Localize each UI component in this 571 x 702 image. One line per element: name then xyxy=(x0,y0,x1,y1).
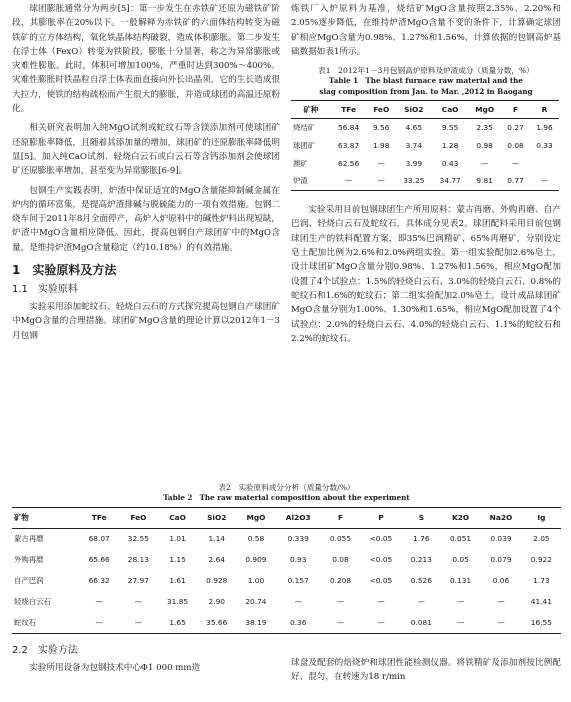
table-cell: 0.77 xyxy=(507,176,524,186)
table1-blast-furnace xyxy=(291,100,559,191)
table1-caption-en-line1: Table 1 The blast furnace raw material and the xyxy=(329,76,523,86)
table2-header-cell: TFe xyxy=(91,513,107,522)
table-cell: 0.05 xyxy=(452,555,469,564)
table-cell: 0.58 xyxy=(247,534,265,544)
paragraph-experimental-method: 实验所用设备为包钢技术中心Φ1 000 mm造 xyxy=(29,663,201,673)
table2-header-row xyxy=(12,507,561,528)
table-cell: 56.84 xyxy=(338,122,360,132)
table1-header-cell: SiO2 xyxy=(404,104,424,114)
table-cell: 16.55 xyxy=(530,617,552,627)
table-cell: 1.14 xyxy=(208,534,225,544)
table-cell: — xyxy=(456,617,465,627)
table1-header-cell: R xyxy=(541,104,548,114)
table-cell: 外购再磨 xyxy=(14,555,44,564)
table1-header-cell: 矿种 xyxy=(303,104,319,114)
table-cell: 4.65 xyxy=(405,122,423,132)
table-cell: 0.081 xyxy=(410,617,432,627)
table-cell: — xyxy=(497,617,505,627)
section-2-2-right xyxy=(291,656,561,685)
table-cell: 0.051 xyxy=(449,534,472,544)
table-cell: 0.08 xyxy=(507,140,524,150)
table1-header-cell: TFe xyxy=(341,104,356,114)
table-cell: 0.928 xyxy=(206,576,228,585)
table-cell: 炉渣 xyxy=(293,176,308,186)
paragraph-experimental-method-continued: 球盘及配套的焙烧炉和球团性能检测仪器。将铁精矿及添加剂按比例配好、混匀，在转速为18 r/min xyxy=(291,658,561,683)
table2-container xyxy=(12,482,561,634)
table-cell: 63.87 xyxy=(338,140,360,150)
table-cell: 1.00 xyxy=(247,576,265,585)
table-cell: 41.41 xyxy=(530,597,552,606)
table-cell: 蒙古再磨 xyxy=(14,534,44,544)
table-cell: 2.35 xyxy=(476,122,493,132)
table-cell: <0.05 xyxy=(369,534,393,544)
table-cell: — xyxy=(336,597,345,606)
table-cell: 9.81 xyxy=(476,176,493,186)
table-cell: — xyxy=(377,158,385,168)
left-column xyxy=(12,2,280,343)
table-cell: 1.96 xyxy=(536,122,553,132)
table-cell: — xyxy=(377,176,385,186)
table-cell: 0.213 xyxy=(410,555,432,564)
table-cell: 27.97 xyxy=(127,576,149,585)
table-cell: — xyxy=(95,597,103,606)
table-cell: 0.131 xyxy=(449,576,472,585)
table2-caption-en: Table 2 The raw material composition about the experiment xyxy=(163,493,410,502)
table-row xyxy=(291,155,559,173)
table2-header-cell: S xyxy=(418,513,425,522)
table-cell: — xyxy=(377,617,385,627)
table-cell: 1.15 xyxy=(169,555,186,564)
paragraph-baogang-practice: 包钢生产实践表明，炉渣中保证适宜的MgO含量能抑制碱金属在炉内的循环富集，是提高炉渣排碱与脱硫能力的一项有效措施。包钢二烧车间于2011年8月全面停产，高炉入炉原料中的碱性炉料出现短缺，炉渣中MgO含量相应降低。因此，提高包钢自产球团矿中的MgO含量，是维持炉渣MgO含量稳定（约10.18%）的有效措施。 xyxy=(12,185,280,253)
table1-header-cell: MgO xyxy=(475,104,495,114)
table2-header-cell: MgO xyxy=(246,513,266,522)
paragraph-mgo-calculation: 炼铁厂入炉原料为基准，烧结矿MgO含量按照2.35%、2.20%和2.05%逐步降低，在维持炉渣MgO含量不变的条件下，计算确定球团矿相应MgO含量为0.98%、1.27%和1.56%，计算依据的包钢高炉基础数据如表1所示。 xyxy=(291,4,561,57)
table-cell: — xyxy=(377,597,385,606)
table2-header-cell: CaO xyxy=(169,513,186,522)
paragraph-experimental-scheme: 实验采用目前包钢球团生产所用原料：蒙古再磨、外购再磨、自产巴润、轻烧白云石及蛇纹石，具体成分见表2。球团配料采用目前包钢球团生产的铁料配置方案，即35%巴润精矿、65%再磨矿，分别设定皂土配加比例为2.6%和2.0%两组实验。第一组实验配加2.6%皂土，设计球团矿MgO含量分别0.98%、1.27%和1.56%，相应MgO配加设置了4个试验点：1.5%的轻烧白云石、3.0%的轻烧白云石、0.8%的蛇纹石和1.6%的蛇纹石；第二组实验配加2.0%皂土，设计成品球团矿MgO含量分别为1.00%、1.30%和1.65%，相应MgO配加设置了4个试验点：2.0%的轻烧白云石、4.0%的轻烧白云石、1.1%的蛇纹石和2.2%的蛇纹石。 xyxy=(291,205,561,344)
table-cell: 1.76 xyxy=(413,534,430,544)
section-1-1-heading: 1.1 实验原料 xyxy=(12,284,78,296)
table-cell: 0.039 xyxy=(490,534,512,544)
table2-header-cell: FeO xyxy=(130,513,147,522)
table-cell: 烧结矿 xyxy=(293,122,316,132)
table-cell: — xyxy=(456,597,465,606)
table2-header-cell: Al2O3 xyxy=(285,513,311,522)
table1-header-cell: CaO xyxy=(441,104,459,114)
table-cell: 3.99 xyxy=(405,158,423,168)
table-cell: — xyxy=(344,176,353,186)
table-cell: 32.55 xyxy=(127,534,149,544)
table-cell: — xyxy=(480,158,489,168)
table-cell: — xyxy=(497,597,505,606)
table-cell: 3.74 xyxy=(405,140,423,150)
table2-header-cell: K2O xyxy=(451,513,470,522)
table-cell: 0.93 xyxy=(289,555,307,564)
table-cell: 轻烧白云石 xyxy=(14,597,51,606)
table2-header-cell: Ig xyxy=(537,513,546,522)
table-row xyxy=(12,570,561,591)
table-cell: 34.77 xyxy=(439,176,461,186)
table-cell: 蛇纹石 xyxy=(14,617,37,627)
table-cell: — xyxy=(417,597,426,606)
table2-caption-cn: 表2 实验原料成分分析（质量分数/%） xyxy=(218,483,355,492)
table2-raw-material xyxy=(12,507,561,634)
table-cell: 1.65 xyxy=(169,617,186,627)
table1-header-cell: F xyxy=(512,104,519,114)
table-cell: 0.339 xyxy=(287,534,309,544)
table-cell: 0.526 xyxy=(410,576,432,585)
table-cell: 0.909 xyxy=(245,555,267,564)
table-row xyxy=(291,137,559,155)
table-cell: 1.61 xyxy=(169,576,186,585)
table-cell: 20.74 xyxy=(245,597,267,606)
table-cell: 1.98 xyxy=(372,140,390,150)
table2-header-cell: F xyxy=(337,513,344,522)
table-cell: 0.079 xyxy=(490,555,512,564)
table-cell: 35.66 xyxy=(206,617,228,627)
table-cell: — xyxy=(294,597,302,606)
table2-header-cell: Na2O xyxy=(489,513,513,522)
table-cell: 0.208 xyxy=(329,576,352,585)
table-cell: 28.13 xyxy=(127,555,149,564)
table-cell: — xyxy=(95,617,103,627)
table-cell xyxy=(530,155,559,173)
table-cell: 62.56 xyxy=(338,158,360,168)
table-row xyxy=(291,173,559,191)
table-cell: 1.73 xyxy=(533,576,550,585)
table2-header-cell: P xyxy=(378,513,384,522)
table-cell: 自产巴润 xyxy=(14,576,44,585)
table-cell: 1.28 xyxy=(441,140,459,150)
table-cell: 38.19 xyxy=(245,617,267,627)
paragraph-swelling-steps: 球团膨胀通常分为两步[5]：第一步发生在赤铁矿还原为磁铁矿阶段，其膨胀率在20%以下。一般解释为赤铁矿的六面体结构转变为磁铁矿的立方体结构，氧化铁晶体结构破裂，造成体积膨胀。第二步发生在浮士体（FexO）转变为铁阶段，膨胀十分显著，称之为异常膨胀或灾难性膨胀。此时，体积可增加100%，严重时达到300%～400%。灾难性膨胀时铁晶粒自浮士体表面直接向外长出晶须，它的生长造成很大拉力，使铁的结构疏松而产生很大的膨胀，并造成球团的高温还原粉化。 xyxy=(12,4,280,115)
table-cell: <0.05 xyxy=(369,576,393,585)
table1-caption-en-line2: slag composition from Jan. to Mar. ,2012 in Baogang xyxy=(319,86,533,96)
table1-header-row xyxy=(291,101,559,119)
table-cell: 0.157 xyxy=(287,576,309,585)
table-row xyxy=(291,119,559,137)
table-row xyxy=(12,549,561,570)
table-row xyxy=(12,528,561,549)
right-column xyxy=(291,2,561,346)
table-cell: 0.06 xyxy=(492,576,510,585)
table-cell: 68.07 xyxy=(88,534,110,544)
table-cell: 0.36 xyxy=(289,617,307,627)
table-cell: 2.05 xyxy=(533,534,550,544)
table-cell: 31.85 xyxy=(166,597,189,606)
table-cell: 2.90 xyxy=(208,597,225,606)
table-cell: — xyxy=(134,617,143,627)
paragraph-additives-research: 相关研究表明加入纯MgO试剂或蛇纹石等含镁添加剂可使球团矿还原膨胀率降低，且随着其添加量的增加，球团矿的还原膨胀率降低明显[5]。加入纯CaO试剂、轻烧白云石或白云石等含钙添加剂会使球团矿还原膨胀率增加，甚至变为异常膨胀[6-9]。 xyxy=(12,123,280,177)
table-cell: 1.01 xyxy=(169,534,186,544)
table-cell: 0.98 xyxy=(476,140,493,150)
table-cell: — xyxy=(134,597,143,606)
table-cell: 0.33 xyxy=(536,140,553,150)
table1-header-cell: FeO xyxy=(373,104,390,114)
table-cell: 0.08 xyxy=(332,555,349,564)
table2-header-cell: 矿物 xyxy=(14,513,29,522)
table-cell: 66.32 xyxy=(88,576,110,585)
section-2-2-heading: 2.2 实验方法 xyxy=(12,645,78,656)
table-cell: 33.25 xyxy=(403,176,425,186)
table-cell: 9.55 xyxy=(441,122,459,132)
table-cell: 球团矿 xyxy=(293,140,316,150)
table-cell: 澳矿 xyxy=(293,158,308,168)
table1-caption-cn: 表1 2012年1－3月包钢高炉原料及炉渣成分（质量分数，%） xyxy=(318,66,534,76)
table-row xyxy=(12,591,561,612)
table-cell: — xyxy=(511,158,520,168)
table-cell: 9.56 xyxy=(372,122,390,132)
table-cell: — xyxy=(540,176,549,186)
table-cell: <0.05 xyxy=(369,555,393,564)
table-cell: 0.43 xyxy=(441,158,459,168)
table2-header-cell: SiO2 xyxy=(207,513,227,522)
table-cell: 0.27 xyxy=(507,122,524,132)
table-cell: 65.66 xyxy=(88,555,110,564)
table-row xyxy=(12,612,561,633)
table-cell: — xyxy=(336,617,345,627)
table-cell: 0.055 xyxy=(329,534,352,544)
section-2-2-left xyxy=(12,640,280,675)
section-1-heading: 1 实验原料及方法 xyxy=(12,263,117,278)
table-cell: 2.64 xyxy=(208,555,225,564)
paragraph-raw-materials: 实验采用添加蛇纹石、轻烧白云石的方式探究提高包钢自产球团矿中MgO含量的合理措施。球团矿MgO含量的理论计算以2012年1－3月包钢 xyxy=(12,302,280,341)
table-cell: 0.922 xyxy=(530,555,552,564)
